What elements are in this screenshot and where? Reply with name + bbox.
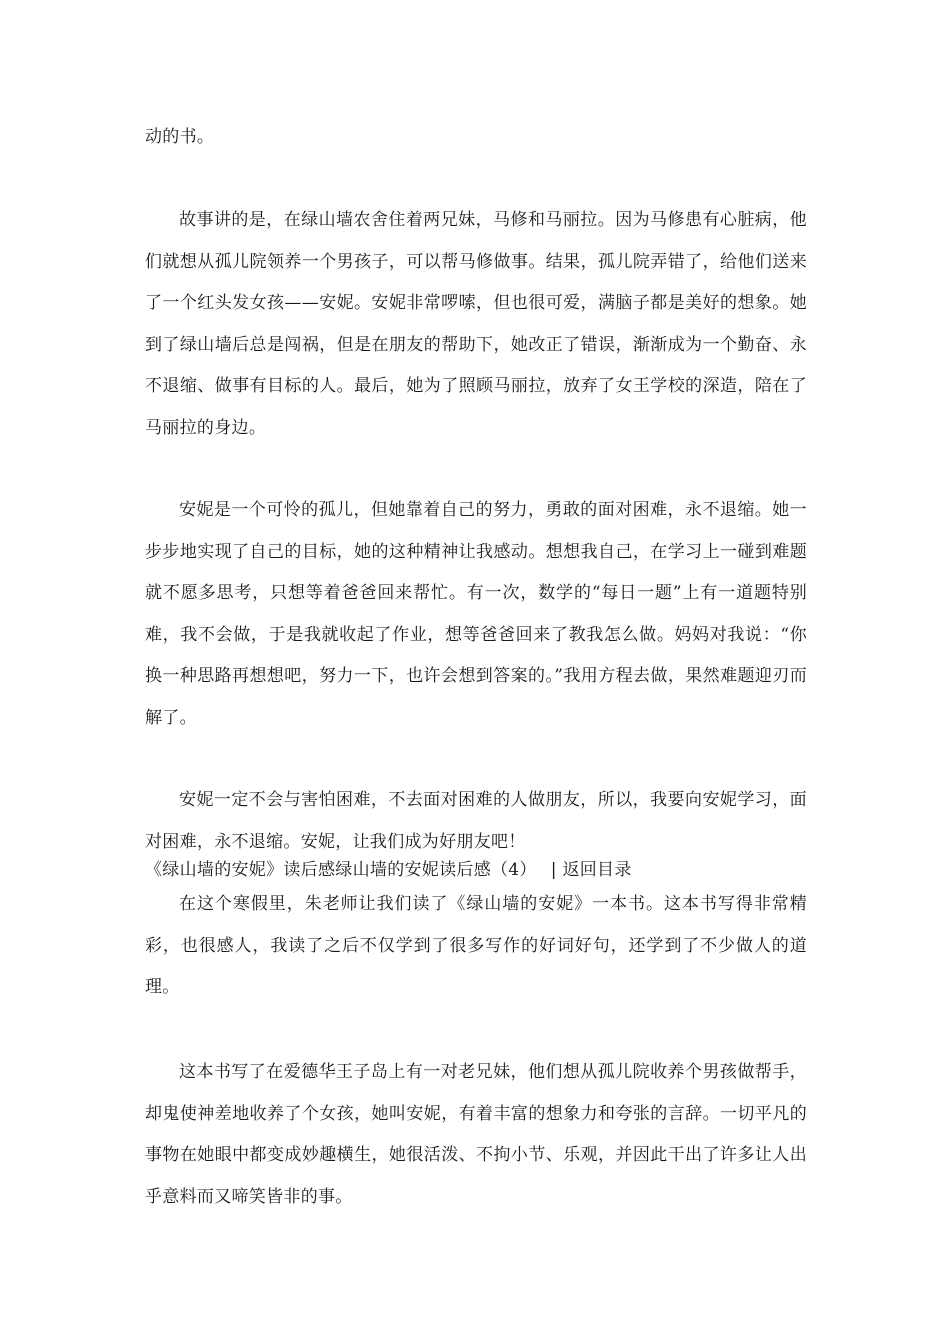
paragraph-intro-second-essay: 在这个寒假里，朱老师让我们读了《绿山墙的安妮》一本书。这本书写得非常精彩，也很感人，我读了之后不仅学到了很多写作的好词好句，还学到了不少做人的道理。 (145, 894, 807, 997)
section-heading-line (145, 853, 807, 887)
paragraph-conclusion: 安妮一定不会与害怕困难，不去面对困难的人做朋友，所以，我要向安妮学习，面对困难，永不退缩。安妮，让我们成为好朋友吧！ (145, 790, 807, 852)
document-page (145, 0, 807, 1344)
back-to-contents-link[interactable]: | 返回目录 (550, 860, 632, 880)
paragraph-continuation: 动的书。 (145, 127, 215, 147)
paragraph-book-summary: 这本书写了在爱德华王子岛上有一对老兄妹，他们想从孤儿院收养个男孩做帮手，却鬼使神差地收养了个女孩，她叫安妮，有着丰富的想象力和夸张的言辞。一切平凡的事物在她眼中都变成妙趣横生，她很活泼、不拘小节、乐观，并因此干出了许多让人出乎意料而又啼笑皆非的事。 (145, 1062, 807, 1207)
paragraph-story-summary: 故事讲的是，在绿山墙农舍住着两兄妹，马修和马丽拉。因为马修患有心脏病，他们就想从孤儿院领养一个男孩子，可以帮马修做事。结果，孤儿院弄错了，给他们送来了一个红头发女孩——安妮。安妮非常啰嗦，但也很可爱，满脑子都是美好的想象。她到了绿山墙后总是闯祸，但是在朋友的帮助下，她改正了错误，渐渐成为一个勤奋、永不退缩、做事有目标的人。最后，她为了照顾马丽拉，放弃了女王学校的深造，陪在了马丽拉的身边。 (145, 210, 807, 438)
paragraph-reflection: 安妮是一个可怜的孤儿，但她靠着自己的努力，勇敢的面对困难，永不退缩。她一步步地实现了自己的目标，她的这种精神让我感动。想想我自己，在学习上一碰到难题就不愿多思考，只想等着爸爸回来帮忙。有一次，数学的“每日一题”上有一道题特别难，我不会做，于是我就收起了作业，想等爸爸回来了教我怎么做。妈妈对我说：“你换一种思路再想想吧，努力一下，也许会想到答案的。”我用方程去做，果然难题迎刃而解了。 (145, 500, 807, 728)
section-heading: 《绿山墙的安妮》读后感绿山墙的安妮读后感（4） (145, 860, 537, 880)
